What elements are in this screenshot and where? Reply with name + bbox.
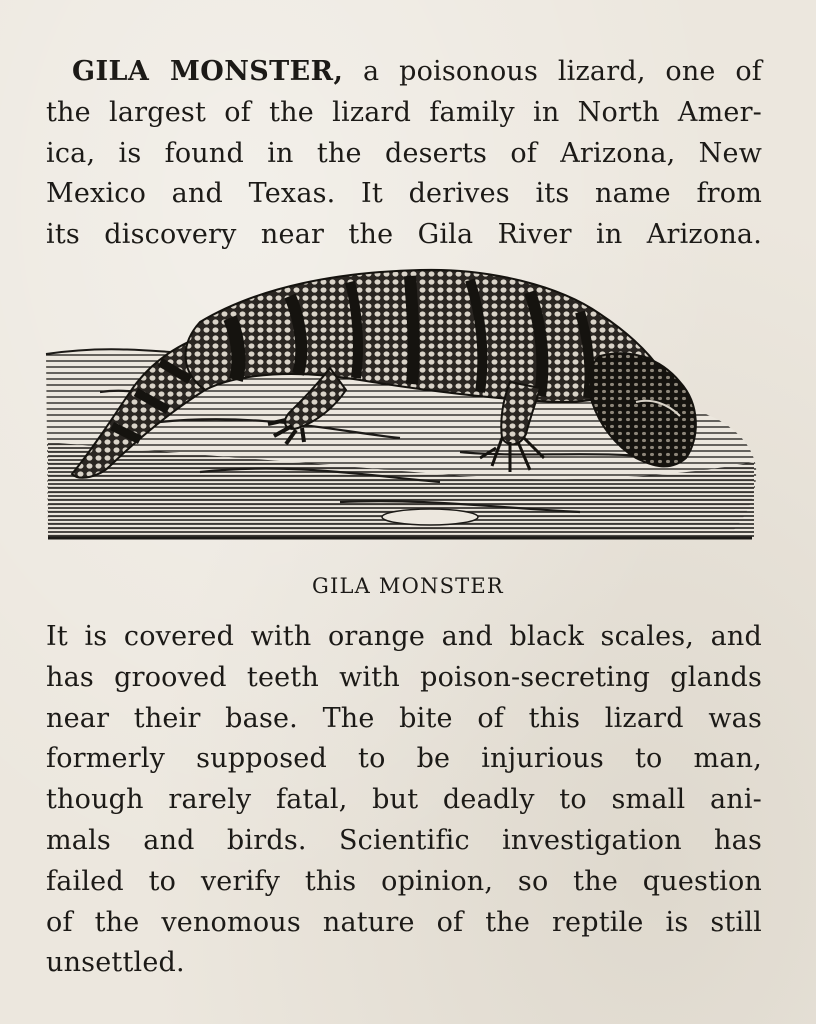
text-line-fragment: a poisonous lizard, one of (343, 56, 762, 87)
entry-heading: GILA MONSTER, (72, 56, 344, 87)
text-line: of the venomous nature of the reptile is still (46, 906, 762, 938)
text-line: mals and birds. Scientific investigation has (46, 824, 762, 856)
intro-paragraph (46, 52, 762, 256)
text-line: It is covered with orange and black scales, and (46, 621, 762, 652)
text-line: near their base. The bite of this lizard was (46, 702, 762, 734)
text-line (46, 52, 762, 93)
text-line: failed to verify this opinion, so the question (46, 865, 762, 897)
text-line: its discovery near the Gila River in Arizona. (46, 219, 762, 251)
description-paragraph (46, 617, 762, 984)
text-line: ica, is found in the deserts of Arizona, New (46, 137, 762, 169)
text-line: formerly supposed to be injurious to man, (46, 743, 762, 775)
text-line: though rarely fatal, but deadly to small ani- (46, 784, 762, 816)
text-line: unsettled. (46, 947, 185, 979)
text-line: Mexico and Texas. It derives its name from (46, 178, 762, 210)
figure-caption: GILA MONSTER (312, 574, 504, 598)
gila-monster-illustration (40, 262, 760, 552)
text-line: has grooved teeth with poison-secreting glands (46, 661, 762, 693)
text-line: the largest of the lizard family in North Amer- (46, 96, 762, 128)
